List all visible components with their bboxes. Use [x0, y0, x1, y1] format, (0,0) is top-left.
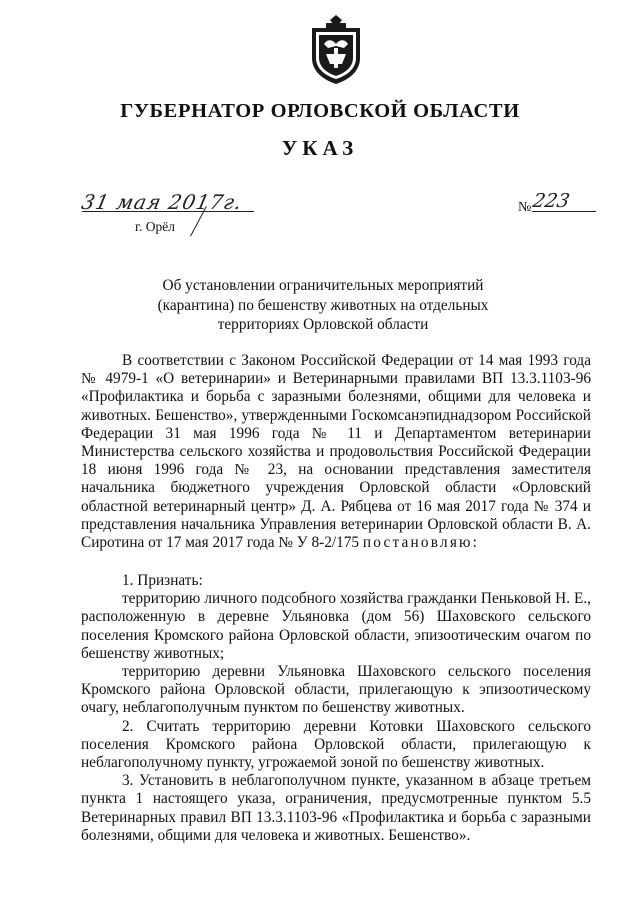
item-1-paragraph-b: территорию деревни Ульяновка Шаховского сельского поселения Кромского района Орловской области, прилегающую к эпизоотическому очагу, неблагополучным пунктом по бешенству животных. — [81, 663, 591, 717]
issue-city: г. Орёл — [135, 219, 175, 234]
preamble — [81, 352, 591, 552]
handwritten-date: 31 мая 2017г. — [79, 190, 245, 214]
decree-items — [81, 572, 591, 845]
subject-line: территориях Орловской области — [217, 316, 429, 333]
preamble-keyword: постановляю: — [362, 534, 480, 552]
item-1-paragraph-a: территорию личного подсобного хозяйства гражданки Пеньковой Н. Е., расположенную в деревне Ульяновка (дом 56) Шаховского сельского поселения Кромского района Орловской области, эпизоотическим очагом по бешенству животных; — [81, 590, 591, 662]
item-2: 2. Считать территорию деревни Котовки Шаховского сельского поселения Кромского района Орловской области, прилегающую к неблагополучному пункту, угрожаемой зоной по бешенству животных. — [81, 717, 591, 772]
handwritten-number: 223 — [530, 190, 572, 212]
subject-line: (карантина) по бешенству животных на отдельных — [157, 296, 489, 314]
preamble-text: В соответствии с Законом Российской Федерации от 14 мая 1993 года № 4979-1 «О ветеринарии» и Ветеринарными правилами ВП 13.3.1103-96 «Профилактика и борьба с заразными болезнями, общими для человека и животных. Бешенство», утвержденными Госкомсанэпиднадзором Российской Федерации 31 мая 1996 года № 11 и Департаментом ветеринарии Министерства сельского хозяйства и продовольствия Российской Федерации 18 июня 1996 года № 23, на основании представления заместителя начальника бюджетного учреждения Орловской области «Орловский областной ветеринарный центр» Д. А. Рябцева от 16 мая 2017 года № 374 и представления начальника Управления ветеринарии Орловской области В. А. Сиротина от 17 мая 2017 года № У 8-2/175 — [81, 352, 591, 552]
preamble-paragraph — [81, 352, 591, 552]
document-type: УКАЗ — [281, 136, 359, 160]
subject-line: Об установлении ограничительных мероприятий — [162, 277, 484, 294]
number-underline — [532, 211, 596, 212]
item-3: 3. Установить в неблагополучном пункте, указанном в абзаце третьем пункта 1 настоящего указа, ограничения, предусмотренные пунктом 5.5 Ветеринарных правил ВП 13.3.1103-96 «Профилактика и борьба с заразными болезнями, общими для человека и животных. Бешенство». — [81, 772, 591, 844]
decree-subject — [100, 276, 546, 335]
item-1-title: 1. Признать: — [122, 572, 203, 589]
orel-coat-of-arms-icon — [306, 14, 366, 86]
date-underline — [82, 211, 254, 212]
issuer-title: ГУБЕРНАТОР ОРЛОВСКОЙ ОБЛАСТИ — [120, 100, 520, 122]
number-label: № — [518, 200, 532, 215]
